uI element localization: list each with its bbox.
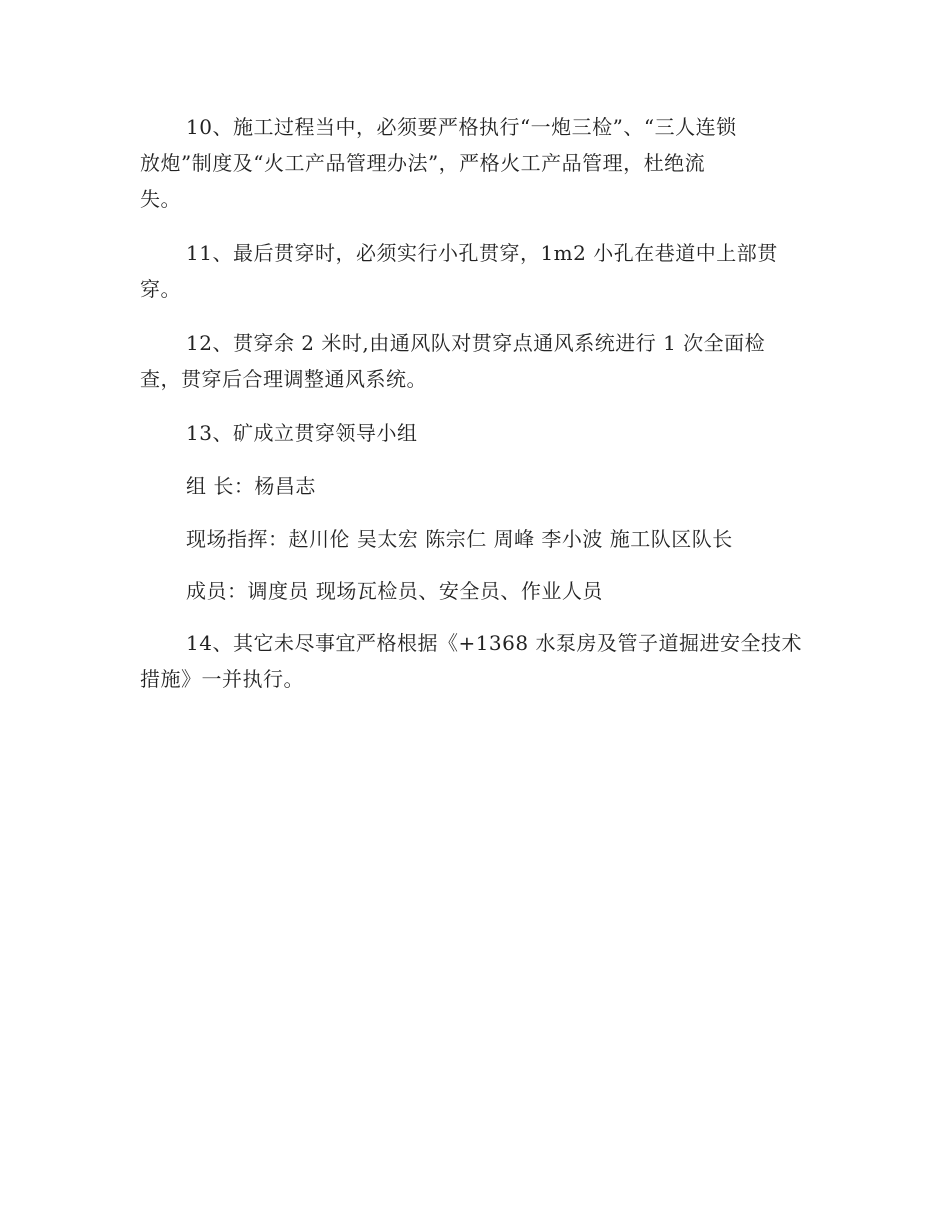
item-12-line-1: 12、贯穿余 2 米时,由通风队对贯穿点通风系统进行 1 次全面检 [186, 331, 766, 355]
item-12-line-2: 查，贯穿后合理调整通风系统。 [140, 367, 427, 391]
item-10-line-1: 10、施工过程当中，必须要严格执行“一炮三检”、“三人连锁 [186, 115, 737, 139]
group-members: 成员：调度员 现场瓦检员、安全员、作业人员 [186, 579, 603, 603]
item-10-line-2: 放炮”制度及“火工产品管理办法”，严格火工产品管理，杜绝流 [140, 151, 706, 175]
onsite-command: 现场指挥：赵川伦 吴太宏 陈宗仁 周峰 李小波 施工队区队长 [186, 527, 733, 551]
item-14-line-2: 措施》一并执行。 [140, 667, 304, 691]
item-10-line-3: 失。 [140, 187, 181, 211]
item-14-line-1: 14、其它未尽事宜严格根据《+1368 水泵房及管子道掘进安全技术 [186, 631, 802, 655]
item-13-title: 13、矿成立贯穿领导小组 [186, 421, 418, 445]
item-11-line-2: 穿。 [140, 277, 181, 301]
item-11-line-1: 11、最后贯穿时，必须实行小孔贯穿，1m2 小孔在巷道中上部贯 [186, 241, 778, 265]
group-leader: 组 长：杨昌志 [186, 474, 316, 498]
